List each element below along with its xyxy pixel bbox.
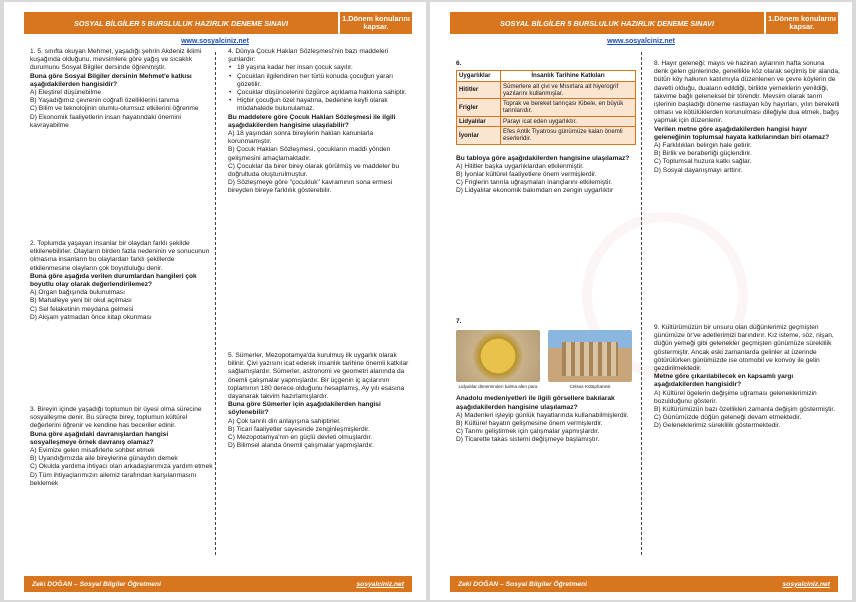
q2-option[interactable]: A) Organ bağışında bulunulması	[30, 289, 125, 297]
question-4	[228, 48, 414, 196]
q5-option[interactable]: B) Ticari faaliyetler sayesinde zenginleşmişlerdir.	[228, 425, 370, 433]
page-header	[450, 12, 838, 34]
q1-option[interactable]: B) Yaşadığımız çevrenin coğrafi özelliklerini tanıma	[30, 97, 179, 105]
q9-stem: 9. Kültürümüzün bir unsuru olan düğünlerimiz geçmişten günümüze ör've adetlerimizi barındırır. Kız isteme, söz, nişan, düğün yemeği gibi gelenekler geçmişten günümüze süreklilik göstermiştir. Ancak eski zamanlarda gelinler at üzerinde götürülürken günümüzde ise otomobil ve konvoy ile gelin gezdirilmektedir.	[654, 324, 834, 373]
table-row	[457, 116, 636, 126]
q3-option[interactable]: A) Evimize gelen misafirlerle sohbet etmek	[30, 447, 155, 455]
q1-option[interactable]: D) Ekonomik faaliyetlerin insan hayatındaki önemini kavrayabilme	[30, 113, 181, 129]
q4-option[interactable]: C) Çocuklar da birer birey olarak görülmüş ve maddeler bu doğrultuda oluşturulmuştur.	[228, 162, 400, 179]
q6-option[interactable]: A) Hititler başka uygarlıklardan etkilenmiştir.	[456, 162, 584, 170]
q5-option[interactable]: A) Çok tanrılı din anlayışına sahiptirler.	[228, 417, 341, 425]
footer-url[interactable]: sosyalciniz.net	[782, 580, 830, 588]
q3-ask: Buna göre aşağıdaki davranışlardan hangisi sosyalleşmeye örnek davranış olamaz?	[30, 430, 169, 446]
q5-stem: 5. Sümerler, Mezopotamya'da kurulmuş ilk uygarlık olarak bilinir. Çivi yazısını icat ederek insanlık tarihine önemli katkılar sağlamışlardır. Sümerler, astronomi ve geometri alanında da önemli çalışmalar yapmışlardır. Bir üçgenin iç açılarının toplamının 180 derece olduğunu hesaplamış, Ay yılı esasına dayanarak takvim hazırlamışlardır.	[228, 352, 409, 401]
image-caption: Lidyalılar döneminden kalma altın para	[458, 384, 538, 390]
q8-stem: 8. Hayır geleneği; mayıs ve haziran aylarının hafta sonuna denk gelen günlerinde, genellikle köz olarak seçilmiş bir alanda, bütün köy halkının katılımıyla düzenlenen ve çevre köylerin de davetli olduğu, duaların edildiği, birlikte yemeklerin yenildiği, takvime bağlı geleneksel bir törendir. Mevsim olarak tarım işlerinin başladığı döneme rastlayan köy hayırları, yılın bereketli olması ve kötülüklerden korunulması dileğiyle dua etmek, bağış yapmak için düzenlenir.	[654, 60, 840, 125]
page-header	[24, 12, 412, 34]
q4-option[interactable]: D) Sözleşmeye göre "çocukluk" kavramının sona ermesi bireyden bireye farklılık gösterebilir.	[228, 179, 393, 195]
page-footer	[24, 576, 412, 592]
table-cell-value: Efes Antik Tiyatrosu günümüze kalan önemli eserleridir.	[501, 126, 636, 144]
question-7	[456, 318, 642, 445]
q2-stem: 2. Toplumda yaşayan insanlar bir olaydan farklı şekilde etkilenebilirler. Olayların birden fazla nedeninin ve sonucunun olmasına insanların bu olaylardan farklı şekillerde etkilenmesine olayların çok boyutluluğu denir.	[30, 240, 210, 272]
civilizations-table	[456, 70, 636, 144]
coin-figure	[456, 330, 540, 391]
q4-bullet: • 18 yaşına kadar her insan çocuk sayılır.	[237, 64, 414, 72]
q8-option[interactable]: D) Sosyal dayanışmayı arttırır.	[654, 166, 743, 174]
celsus-library-image	[548, 330, 632, 382]
library-figure	[548, 330, 632, 391]
q8-option[interactable]: C) Toplumsal huzura katkı sağlar.	[654, 158, 752, 166]
q6-option[interactable]: B) İyonlar kültürel faaliyetlere önem vermişlerdir.	[456, 170, 597, 178]
question-2	[30, 240, 216, 322]
q7-option[interactable]: D) Ticarette takas sistemi değişmeye başlamıştır.	[456, 436, 600, 444]
q4-bullet: • Çocuklar düşüncelerini özgürce açıklama hakkına sahiptir.	[237, 89, 414, 97]
lydian-coin-image	[456, 330, 540, 382]
q3-option[interactable]: D) Tüm ihtiyaçlarımızın ailemiz tarafından karşılanmasını beklemek	[30, 471, 197, 487]
table-cell-name: Hititler	[457, 81, 501, 99]
q7-images	[456, 330, 642, 391]
site-url[interactable]: www.sosyalciniz.net	[181, 38, 249, 45]
q8-ask: Verilen metne göre aşağıdakilerden hangisi hayır geleneğinin toplumsal hayata katkılarından biri olamaz?	[654, 125, 830, 141]
q3-option[interactable]: C) Okulda yardıma ihtiyacı olan arkadaşlarımıza yardım etmek	[30, 463, 213, 471]
header-badge: 1.Dönem konularını kapsar.	[766, 12, 838, 34]
q2-ask: Buna göre aşağıda verilen durumlardan hangileri çok boyutlu olay olarak değerlendirilemez?	[30, 272, 197, 289]
q1-option[interactable]: C) Bilim ve teknolojinin olumlu-olumsuz etkilerini öğrenme	[30, 105, 199, 113]
table-cell-value: Toprak ve bereket tanrıçası Kibele, en büyük tanrılarıdır.	[501, 99, 636, 117]
q5-ask: Buna göre Sümerler için aşağıdakilerden hangisi söylenebilir?	[228, 401, 381, 417]
q9-option[interactable]: B) Kültürümüzün bazı özellikleri zamanla değişim göstermiştir.	[654, 406, 836, 414]
q4-ask: Bu maddelere göre Çocuk Hakları Sözleşmesi ile ilgili aşağıdakilerden hangisine ulaşılabilir?	[228, 113, 396, 129]
q4-bullet-list	[228, 64, 414, 113]
q2-option[interactable]: B) Mahalleye yeni bir okul açılması	[30, 297, 132, 305]
q6-option[interactable]: D) Lidyalılar ekonomik bakımdan en zengin uygarlıktır	[456, 187, 614, 195]
header-title: SOSYAL BİLGİLER 5 BURSLULUK HAZIRLIK DENEME SINAVI	[450, 12, 764, 34]
table-row	[457, 99, 636, 117]
q8-option[interactable]: A) Farklılıkları belirgin hale getirir.	[654, 142, 752, 150]
question-5	[228, 352, 414, 450]
question-1	[30, 48, 216, 130]
table-cell-name: Frigler	[457, 99, 501, 117]
q4-option[interactable]: A) 18 yaşından sonra bireylerin hakları kanunlarla korunmamıştır.	[228, 130, 374, 146]
q7-option[interactable]: A) Madenleri işleyip günlük hayatlarında kullanabilmişlerdir.	[456, 411, 629, 419]
question-3	[30, 406, 216, 488]
q6-option[interactable]: C) Friglerin tanrıla uğraşmaları inançlarını etkilemiştir.	[456, 179, 613, 187]
footer-author: Zeki DOĞAN – Sosyal Bilgiler Öğretmeni	[458, 580, 587, 588]
q9-ask: Metne göre çıkarılabilecek en kapsamlı yargı aşağıdakilerden hangisidir?	[654, 373, 794, 389]
q5-option[interactable]: C) Mezopotamya'nın en güçlü devleti olmuşlardır.	[228, 434, 373, 442]
table-row	[457, 126, 636, 144]
table-cell-name: Lidyalılar	[457, 116, 501, 126]
q9-option[interactable]: D) Geleneklerimiz süreklilik göstermektedir.	[654, 422, 781, 430]
q3-stem: 3. Bireyin içinde yaşadığı toplumun bir üyesi olma sürecine sosyalleşme denir. Bu süreçte birey, toplumun kültürel değerlerini öğrenir ve kendine has beceriler edinir.	[30, 406, 202, 430]
q2-option[interactable]: C) Sel felaketinin meydana gelmesi	[30, 305, 134, 313]
q9-option[interactable]: C) Günümüzde düğün geleneği devam etmektedir.	[654, 414, 802, 422]
question-6	[456, 60, 642, 196]
table-row	[457, 81, 636, 99]
table-header: Uygarlıklar	[457, 71, 501, 81]
q4-stem: 4. Dünya Çocuk Hakları Sözleşmesi'nin bazı maddeleri şunlardır:	[228, 48, 389, 64]
q4-option[interactable]: B) Çocuk Hakları Sözleşmesi, çocukların maddi yönden gelişmesini amaçlamaktadır.	[228, 146, 391, 162]
q7-option[interactable]: B) Kültürel hayatın gelişmesine önem vermişlerdir.	[456, 420, 603, 428]
footer-url[interactable]: sosyalciniz.net	[356, 580, 404, 588]
table-cell-value: Parayı icat eden uygarlıktır.	[501, 116, 636, 126]
page-right	[430, 2, 852, 600]
q7-option[interactable]: C) Tarımı geliştirmek için çalışmalar yapmışlardır.	[456, 428, 600, 436]
table-cell-name: İyonlar	[457, 126, 501, 144]
page-footer	[450, 576, 838, 592]
table-cell-value: Sümerlere ait çivi ve Mısırlara ait hiyerogrif yazılarını kullanmışlar.	[501, 81, 636, 99]
question-8	[654, 60, 840, 175]
q9-option[interactable]: A) Kültürel ögelerin değişime uğraması geleneklerimizin bozulduğunu gösterir.	[654, 389, 817, 405]
q4-bullet: • Hiçbir çocuğun özel hayatına, bedenine keyfi olarak müdahalede bulunulamaz.	[237, 97, 414, 113]
q4-bullet: • Çocukları ilgilendiren her türlü konuda çocuğun yararı gözetilir.	[237, 73, 414, 89]
question-9	[654, 324, 840, 431]
q6-number: 6.	[456, 60, 462, 67]
site-url[interactable]: www.sosyalciniz.net	[607, 38, 675, 45]
q1-stem: 1. 5. sınıfta okuyan Mehmet, yaşadığı şehrin Akdeniz iklimi kuşağında olduğunu, mevsimlere göre yağış ve sıcaklık durumunu Sosyal Bilgiler dersinde öğrenmiştir.	[30, 48, 202, 72]
q1-ask: Buna göre Sosyal Bilgiler dersinin Mehmet'e katkısı aşağıdakilerden hangisidir?	[30, 72, 192, 88]
q2-option[interactable]: D) Akşam yatmadan önce kitap okunması	[30, 313, 152, 321]
table-header: İnsanlık Tarihine Katkıları	[501, 71, 636, 81]
q1-option[interactable]: A) Eleştirel düşünebilme	[30, 89, 102, 97]
q8-option[interactable]: B) Birlik ve beraberliği güçlendirir.	[654, 150, 752, 158]
header-badge: 1.Dönem konularını kapsar.	[340, 12, 412, 34]
image-caption: Celsus Kütüphanesi	[569, 384, 611, 390]
q6-ask: Bu tabloya göre aşağıdakilerden hangisine ulaşılamaz?	[456, 154, 630, 162]
page-left	[4, 2, 426, 600]
q3-option[interactable]: B) Uyandığımızda aile bireylerine günaydın demek	[30, 455, 178, 463]
footer-author: Zeki DOĞAN – Sosyal Bilgiler Öğretmeni	[32, 580, 161, 588]
q7-ask: Anadolu medeniyetleri ile ilgili görsellere bakılarak aşağıdakilerden hangisine ulaşılamaz?	[456, 395, 615, 411]
header-title: SOSYAL BİLGİLER 5 BURSLULUK HAZIRLIK DENEME SINAVI	[24, 12, 338, 34]
q5-option[interactable]: D) Bilimsel alanda önemli çalışmalar yapmışlardır.	[228, 442, 374, 450]
q7-number: 7.	[456, 318, 462, 325]
